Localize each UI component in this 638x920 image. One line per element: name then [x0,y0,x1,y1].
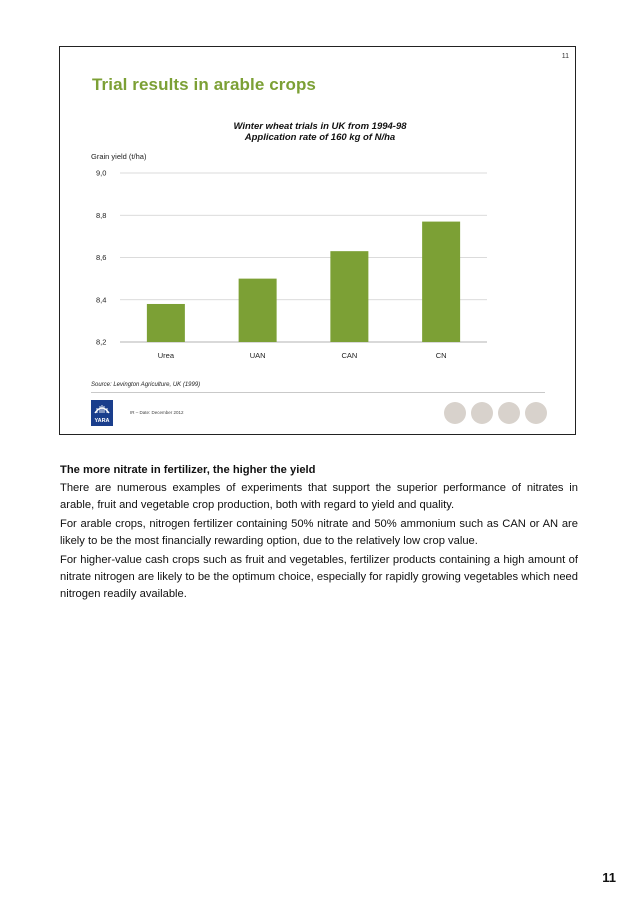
y-tick-label: 8,2 [96,337,107,347]
x-tick-label: CN [435,351,447,360]
bar-chart [60,47,577,387]
decorative-dot-1 [444,402,466,424]
date-label: IR – Date: December 2012 [130,410,184,415]
x-tick-label: UAN [249,351,266,360]
bar-urea [147,304,185,342]
y-tick-label: 9,0 [96,168,107,178]
bar-cn [422,222,460,342]
page-number: 11 [602,870,616,885]
chart-title-line2: Application rate of 160 kg of N/ha [244,132,396,143]
bar-uan [239,279,277,342]
chart-title-line1: Winter wheat trials in UK from 1994-98 [233,121,407,132]
section-heading: The more nitrate in fertilizer, the higher the yield [60,464,316,476]
y-tick-labels [96,169,106,347]
bars [147,222,460,342]
yara-logo-icon [91,400,113,426]
y-axis-label: Grain yield (t/ha) [91,152,147,161]
decorative-dot-2 [471,402,493,424]
bar-can [330,251,368,342]
paragraph-1: There are numerous examples of experiments that support the superior performance of nitrates in arable, fruit and vegetable crop production, both with regard to yield and quality. [60,482,578,511]
y-tick-label: 8,8 [96,210,107,220]
paragraph-2: For arable crops, nitrogen fertilizer containing 50% nitrate and 50% ammonium such as CAN or AN are likely to be the most financially rewarding option, due to the relatively low crop value. [60,518,578,547]
decorative-dot-4 [525,402,547,424]
x-tick-label: CAN [341,351,358,360]
y-tick-label: 8,6 [96,253,107,262]
decorative-dot-3 [498,402,520,424]
slide-frame [59,46,576,435]
slide-number: 11 [561,53,569,60]
source-note: Source: Levington Agriculture, UK (1999) [91,382,201,388]
footer-divider [91,392,545,393]
x-tick-labels [158,351,447,360]
body-text [60,462,578,605]
paragraph-3: For higher-value cash crops such as fruit and vegetables, fertilizer products containing a high amount of nitrate nitrogen are likely to be the optimum choice, especially for rapidly growing vegetables which need nitrogen readily available. [60,554,578,600]
slide-title: Trial results in arable crops [92,75,316,94]
y-tick-label: 8,4 [96,295,107,305]
svg-text:YARA: YARA [94,418,110,424]
x-tick-label: Urea [157,351,175,360]
